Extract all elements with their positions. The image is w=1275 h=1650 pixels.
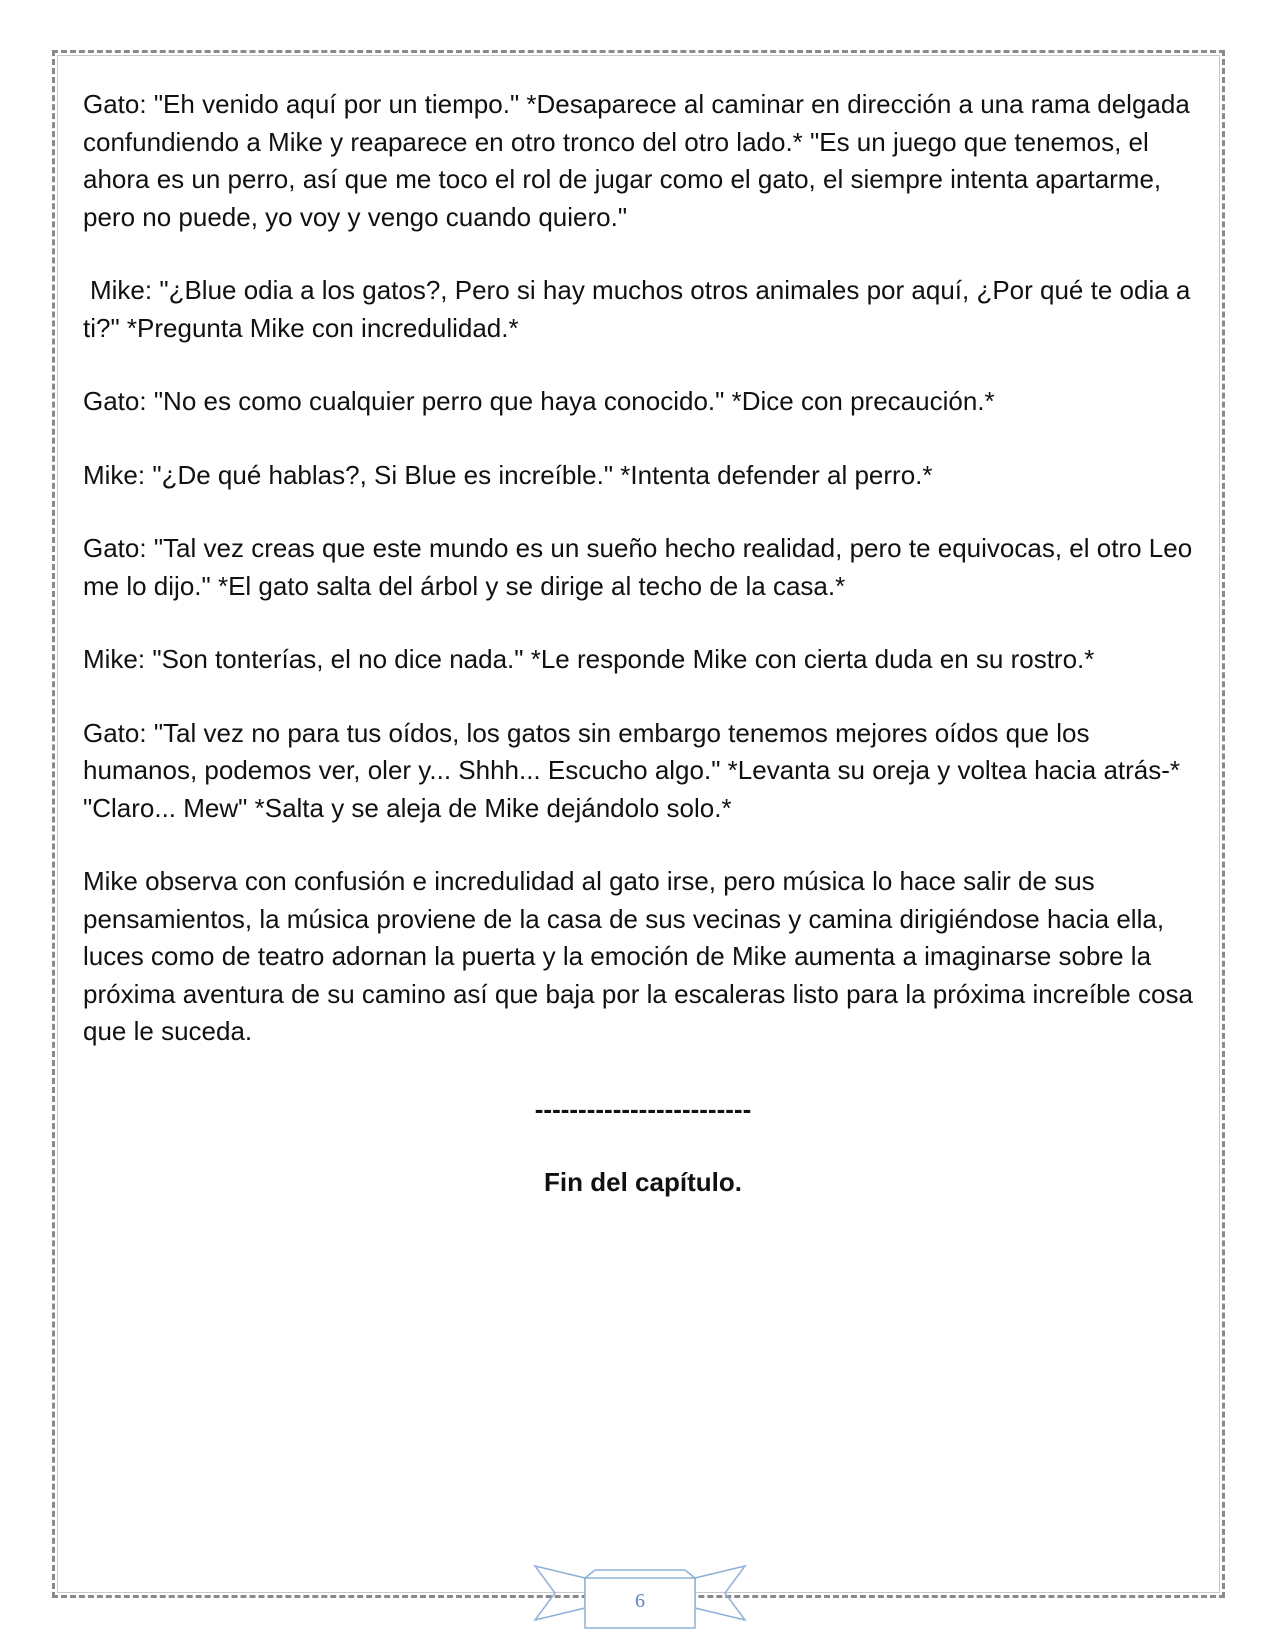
paragraph-8: Mike observa con confusión e incredulidad al gato irse, pero música lo hace salir de sus pensamientos, la música proviene de la casa de sus vecinas y camina dirigiéndose hacia ella, luces como de teatro adornan la puerta y la emoción de Mike aumenta a imaginarse sobre la próxima aventura de su camino así que baja por la escaleras listo para la próxima increíble cosa que le suceda. (83, 866, 1193, 1046)
paragraph-6: Mike: "Son tonterías, el no dice nada." *Le responde Mike con cierta duda en su rostro.* (83, 644, 1095, 674)
document-body (83, 86, 1203, 1201)
chapter-end-text: Fin del capítulo. (544, 1166, 742, 1197)
page-number-ribbon (533, 1560, 747, 1630)
section-separator: ------------------------- (534, 1093, 752, 1124)
paragraph-1: Gato: "Eh venido aquí por un tiempo." *Desaparece al caminar en dirección a una rama delgada confundiendo a Mike y reaparece en otro tronco del otro lado.* "Es un juego que tenemos, el ahora es un perro, así que me toco el rol de jugar como el gato, el siempre intenta apartarme, pero no puede, yo voy y vengo cuando quiero." (83, 89, 1190, 232)
paragraph-3: Gato: "No es como cualquier perro que haya conocido." *Dice con precaución.* (83, 386, 995, 416)
paragraph-4: Mike: "¿De qué hablas?, Si Blue es increíble." *Intenta defender al perro.* (83, 459, 933, 490)
paragraph-7: Gato: "Tal vez no para tus oídos, los gatos sin embargo tenemos mejores oídos que los humanos, podemos ver, oler y... Shhh... Escucho algo." *Levanta su oreja y voltea hacia atrás-* "Claro... Mew" *Salta y se aleja de Mike dejándolo solo.* (83, 717, 1181, 823)
paragraph-5: Gato: "Tal vez creas que este mundo es un sueño hecho realidad, pero te equivocas, el otro Leo me lo dijo." *El gato salta del árbol y se dirige al techo de la casa.* (83, 533, 1193, 601)
paragraph-2: Mike: "¿Blue odia a los gatos?, Pero si hay muchos otros animales por aquí, ¿Por qué te odia a ti?" *Pregunta Mike con incredulidad.* (83, 275, 1191, 343)
page-number: 6 (635, 1590, 645, 1612)
